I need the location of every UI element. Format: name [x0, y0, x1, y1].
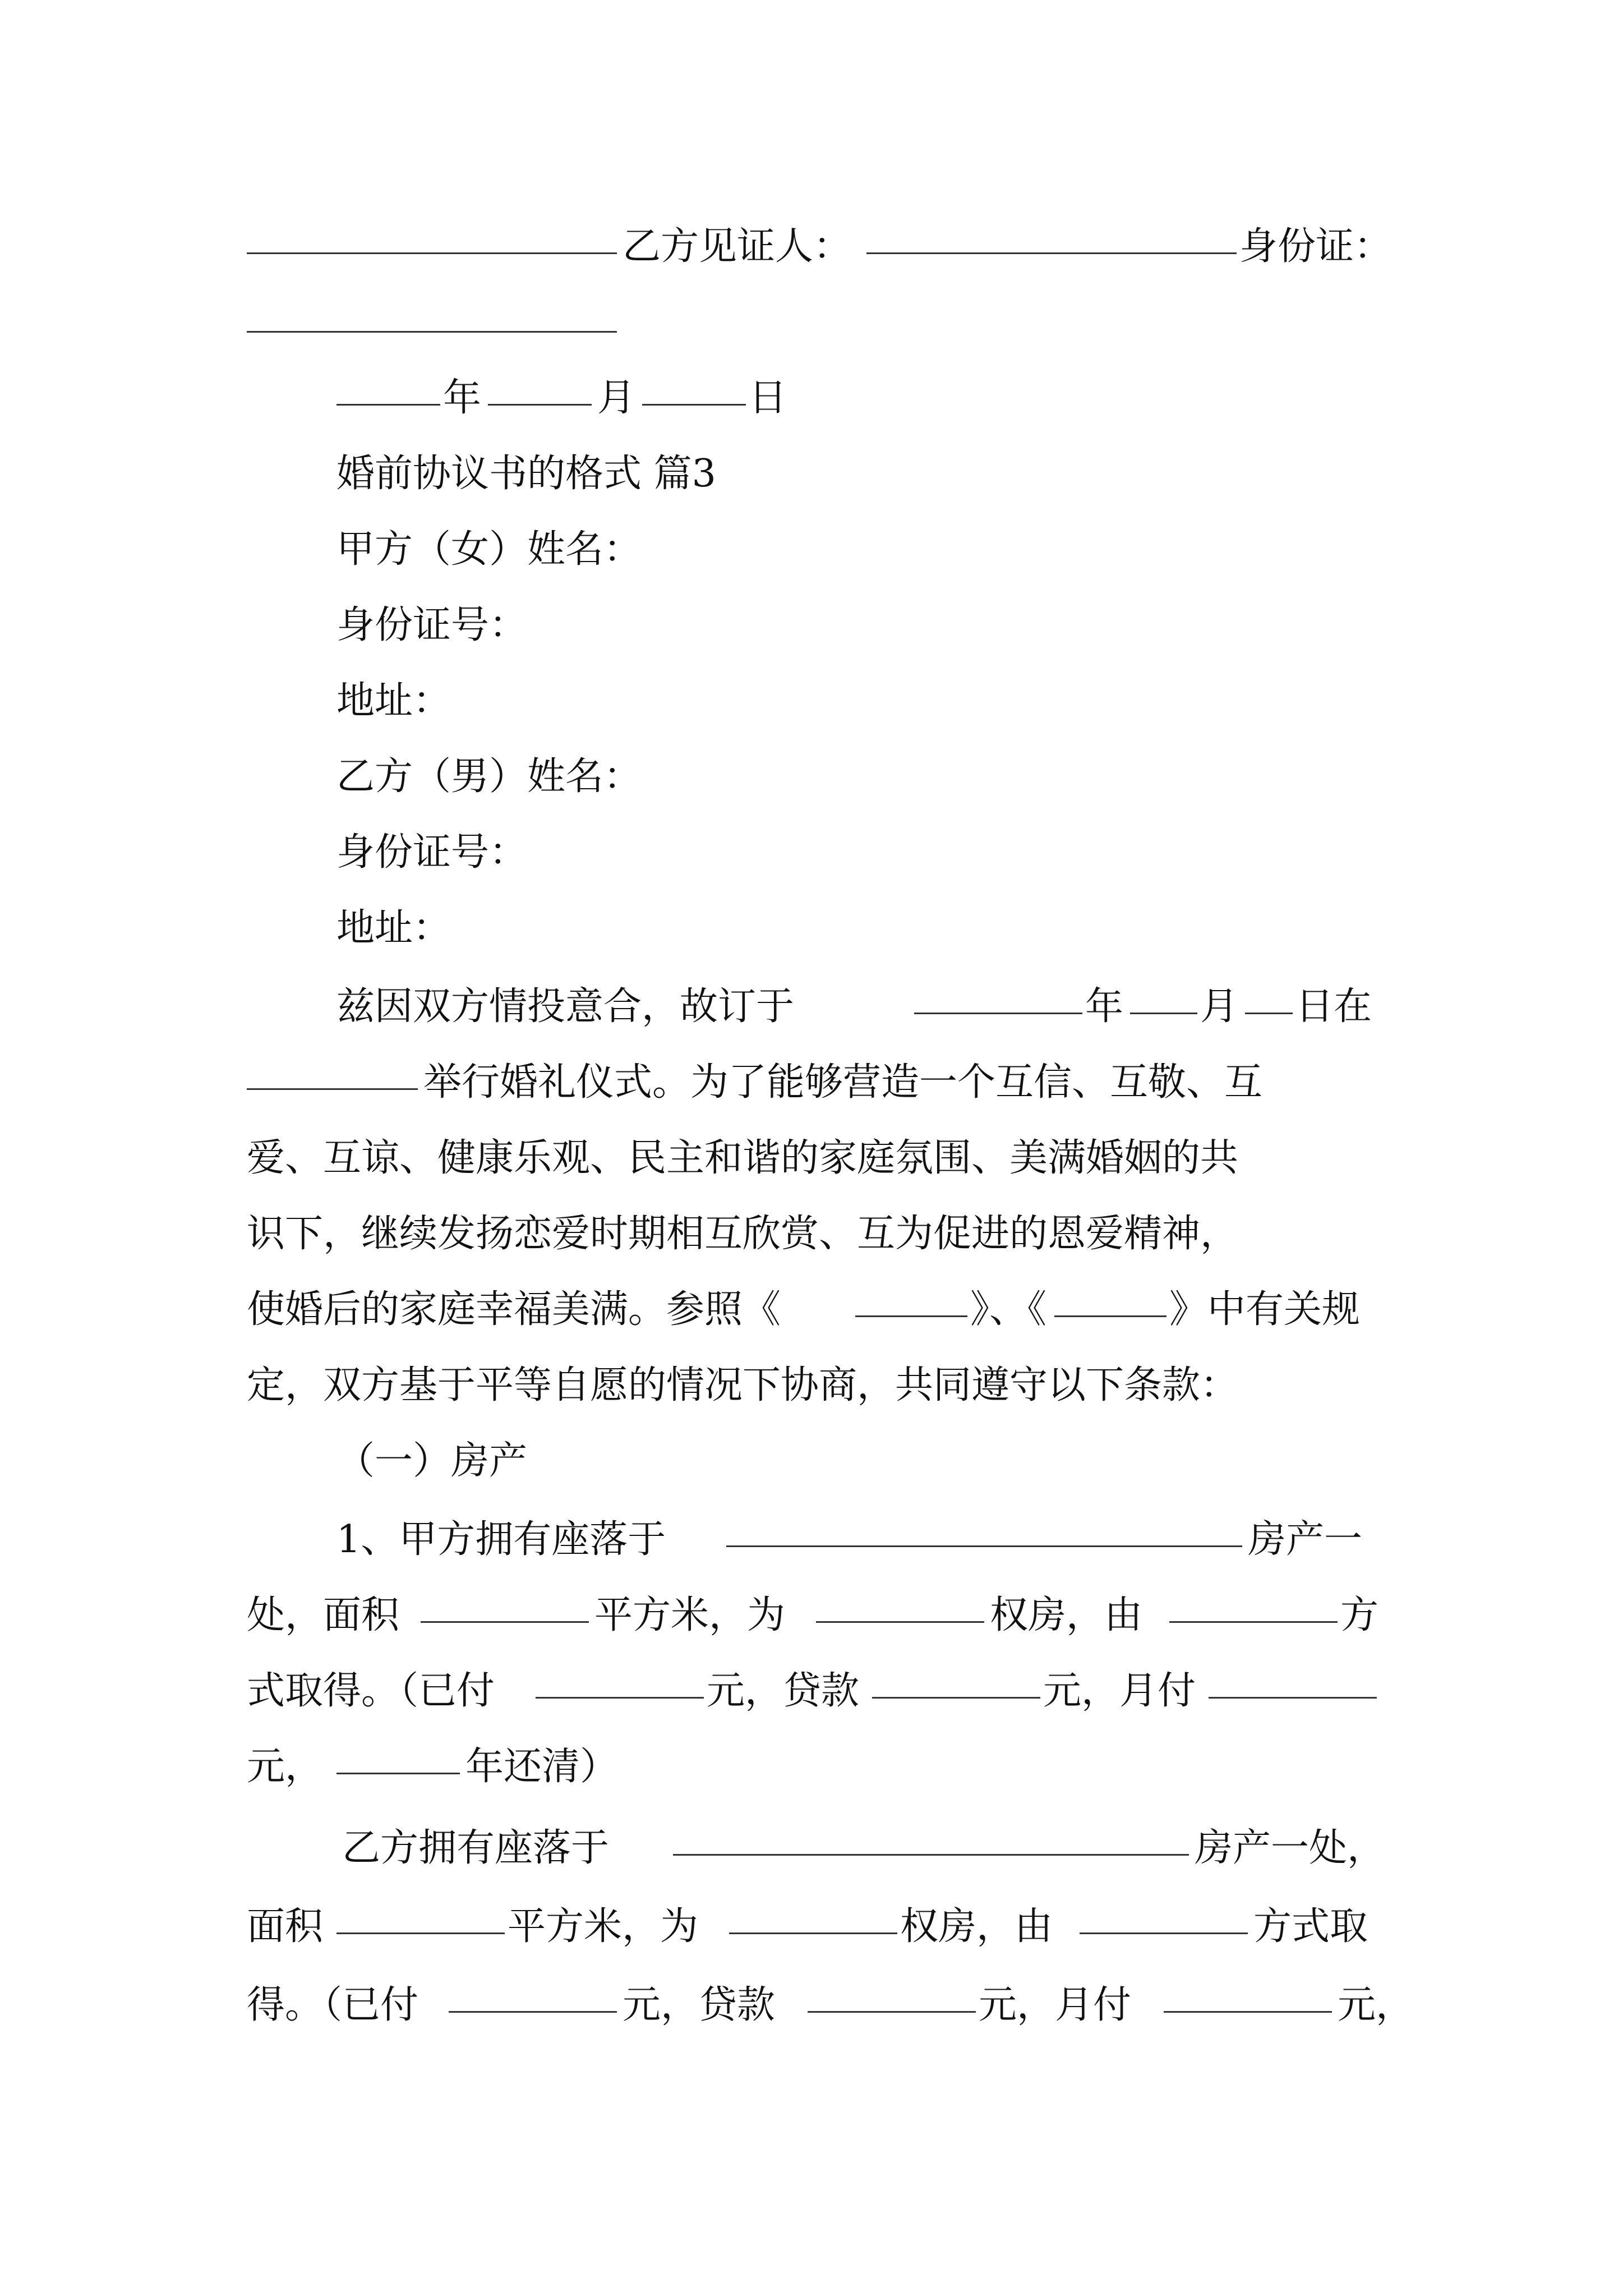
blank-field	[673, 1815, 1189, 1856]
clause-1a-line-3: 式取得。（已付 元，贷款 元，月付	[0, 1658, 1623, 1725]
blank-field	[1054, 1276, 1166, 1317]
month-label: 月	[597, 376, 636, 420]
blank-field	[247, 292, 617, 333]
blank-field	[449, 1972, 617, 2013]
clause-1b-line-2: 面积 平方米，为 权房，由 方式取	[0, 1893, 1623, 1961]
blank-field	[866, 213, 1237, 254]
party-b-id-label: 身份证号：	[336, 830, 528, 875]
blank-field	[808, 1972, 976, 2013]
party-a-id-label: 身份证号：	[336, 603, 528, 647]
day-label: 日	[749, 376, 787, 420]
witness-id-blank-line	[0, 292, 1623, 359]
year-label: 年	[443, 376, 482, 420]
witness-label: 乙方见证人：	[623, 224, 852, 269]
blank-field	[1209, 1658, 1377, 1699]
preamble-line-3: 爱、互谅、健康乐观、民主和谐的家庭氛围、美满婚姻的共	[247, 1136, 1239, 1180]
blank-field	[872, 1658, 1040, 1699]
section-title: 婚前协议书的格式 篇3	[336, 452, 716, 496]
blank-field	[247, 1049, 418, 1090]
date-line	[0, 365, 1623, 432]
preamble-line-2: 举行婚礼仪式。为了能够营造一个互信、互敬、互	[0, 1049, 1623, 1116]
clause-1-title: （一）房产	[336, 1439, 528, 1483]
preamble-line-6: 定，双方基于平等自愿的情况下协商，共同遵守以下条款：	[247, 1363, 1239, 1407]
preamble-line-1: 兹因双方情投意合，故订于 年 月 日在	[0, 973, 1623, 1041]
party-b-name-label: 乙方（男）姓名：	[336, 754, 642, 799]
party-a-address-label: 地址：	[336, 679, 451, 723]
clause-1a-line-1: 1、甲方拥有座落于 房产一	[0, 1506, 1623, 1573]
blank-field	[536, 1658, 704, 1699]
blank-field	[488, 365, 592, 406]
blank-field	[1164, 1972, 1332, 2013]
clause-1b-line-3: 得。（已付 元，贷款 元，月付 元，	[0, 1972, 1623, 2039]
blank-field	[816, 1582, 984, 1623]
blank-field	[642, 365, 746, 406]
clause-1a-line-2: 处，面积 平方米，为 权房，由 方	[0, 1582, 1623, 1649]
preamble-line-5: 使婚后的家庭幸福美满。参照《 》、《 》中有关规	[0, 1276, 1623, 1343]
party-a-name-label: 甲方（女）姓名：	[336, 527, 642, 572]
blank-field	[247, 213, 617, 254]
blank-field	[421, 1582, 589, 1623]
blank-field	[729, 1893, 897, 1934]
blank-field	[336, 1893, 505, 1934]
blank-field	[1245, 973, 1293, 1014]
blank-field	[914, 973, 1082, 1014]
id-label: 身份证：	[1239, 224, 1393, 269]
blank-field	[1169, 1582, 1338, 1623]
witness-line	[0, 213, 1623, 280]
clause-1b-line-1: 乙方拥有座落于 房产一处，	[0, 1815, 1623, 1882]
clause-1a-line-4: 元， 年还清）	[0, 1733, 1623, 1801]
blank-field	[855, 1276, 967, 1317]
blank-field	[1130, 973, 1197, 1014]
blank-field	[1080, 1893, 1248, 1934]
blank-field	[726, 1506, 1242, 1547]
blank-field	[336, 1733, 460, 1774]
party-b-address-label: 地址：	[336, 906, 451, 950]
preamble-line-4: 识下，继续发扬恋爱时期相互欣赏、互为促进的恩爱精神，	[247, 1212, 1239, 1256]
blank-field	[336, 365, 440, 406]
